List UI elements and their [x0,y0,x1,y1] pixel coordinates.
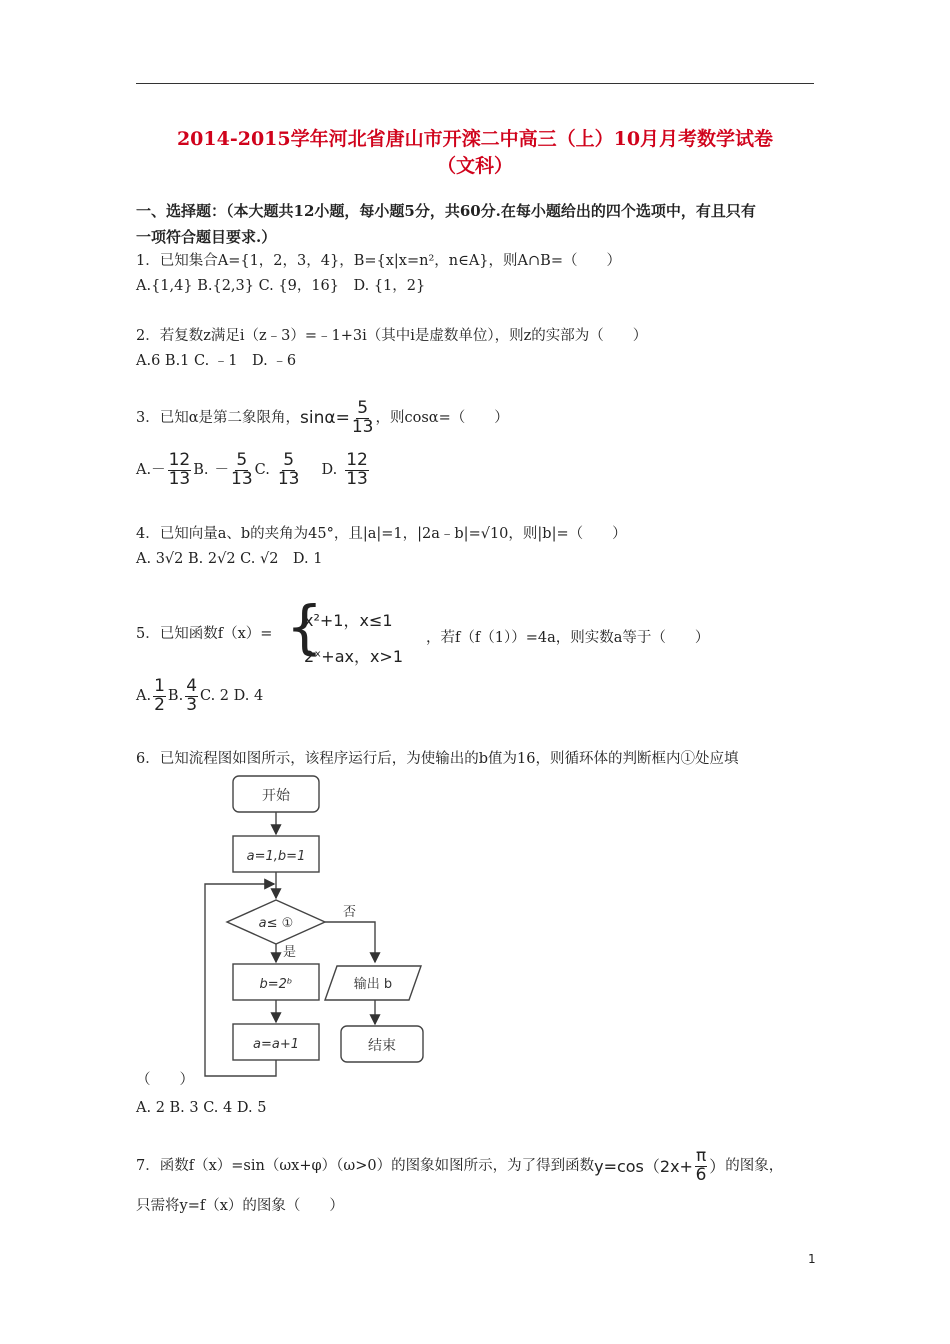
q3-opt-b: B. [193,461,209,478]
page-title-line2: （文科） [436,155,513,177]
section-heading-line2: 一项符合题目要求.） [136,228,277,246]
q7-pi-num: π [695,1146,707,1166]
q3-d-den: 13 [346,468,368,489]
q5-options [136,678,263,715]
q6-flowchart [195,770,445,1080]
q3-b-sign: － [214,461,229,478]
q7-line2: 只需将y=f（x）的图象（ ） [136,1198,344,1214]
q5-stem-suffix: ，若f（f（1））=4a，则实数a等于（ ） [426,630,710,646]
q5-case2: 2ˣ+ax，x>1 [304,647,404,666]
flow-output-text: 输出 b [353,977,393,992]
q3-a-num: 12 [168,450,191,470]
flow-end-text: 结束 [368,1038,396,1054]
q3-c-fraction [278,452,300,489]
q6-stem: 6．已知流程图如图所示，该程序运行后，为使输出的b值为16，则循环体的判断框内①处应填 [136,751,739,767]
q3-a-fraction [168,452,192,489]
flow-assign-text: b=2ᵇ [259,977,293,992]
q7-pi-den: 6 [695,1164,707,1185]
q7-stem-prefix: 7．函数f（x）=sin（ωx+φ）（ω>0）的图象如图所示，为了得到函数 [136,1157,595,1174]
q2-options: A.6 B.1 C. ﹣1 D. ﹣6 [136,353,297,369]
q5-case1: x²+1，x≤1 [304,611,393,630]
q3-sin-fraction [352,400,374,437]
q6-paren: （ ） [136,1072,194,1088]
q1-stem: 1．已知集合A={1，2，3，4}，B={x|x=n²，n∈A}，则A∩B=（ ） [136,253,621,269]
q4-stem: 4．已知向量a、b的夹角为45°，且|a|=1，|2a﹣b|=√10，则|b|=（ ） [136,526,627,542]
q3-options [136,452,371,489]
q3-stem-prefix: 3．已知α是第二象限角， [136,409,301,426]
q3-opt-c: C. [254,461,270,478]
q5-a-den: 2 [154,694,165,715]
q5-opt-b: B. [167,687,184,704]
q5-b-fraction [185,678,198,715]
q3-stem [136,400,509,437]
q5-b-den: 3 [186,694,198,715]
q3-d-fraction [345,452,369,489]
q3-c-den: 13 [277,468,300,489]
page-title-line1: 2014-2015学年河北省唐山市开滦二中高三（上）10月月考数学试卷 [176,128,774,150]
q1-options: A.{1,4} B.{2,3} C. {9，16} D. {1，2} [136,278,426,294]
q3-opt-d: D. [321,461,338,478]
flow-cond-text: a≤ ① [258,916,294,931]
flow-init-text: a=1,b=1 [246,849,306,864]
q7-func-close: ） [709,1156,726,1176]
q3-sin-num: 5 [357,398,369,418]
q4-options: A. 3√2 B. 2√2 C. √2 D. 1 [136,551,323,567]
q3-b-den: 13 [231,468,253,489]
flow-no-label: 否 [343,905,357,920]
flow-incr-text: a=a+1 [253,1037,299,1052]
q3-a-sign: － [151,461,166,478]
q5-brace: { [286,593,323,661]
q5-stem-prefix: 5．已知函数f（x）= [136,626,273,642]
q3-a-den: 13 [168,468,191,489]
q3-b-fraction [231,452,253,489]
top-rule [136,83,814,84]
q6-options: A. 2 B. 3 C. 4 D. 5 [136,1100,267,1116]
q3-sin-label: sinα= [300,408,350,429]
q3-opt-a: A. [136,461,152,478]
q2-stem: 2．若复数z满足i（z﹣3）=﹣1+3i（其中i是虚数单位），则z的实部为（ ） [136,328,648,344]
q5-a-num: 1 [154,676,165,696]
q7-stem [136,1148,783,1185]
q3-sin-den: 13 [351,416,374,437]
q3-c-num: 5 [283,450,295,470]
q7-stem-suffix: 的图象， [725,1157,784,1174]
flow-yes-label: 是 [283,945,297,960]
section-heading-line1: 一、选择题：（本大题共12小题，每小题5分，共60分.在每小题给出的四个选项中，有且只有 [136,202,756,220]
page-number: 1 [808,1252,816,1266]
q7-pi-fraction [695,1148,707,1185]
q5-b-num: 4 [186,676,198,696]
q3-stem-mid: ，则cosα=（ ） [375,409,509,426]
q3-b-num: 5 [236,450,248,470]
q5-a-fraction [153,678,166,715]
q5-rest: C. 2 D. 4 [200,687,264,704]
flow-start-text: 开始 [262,788,290,804]
q5-opt-a: A. [136,687,152,704]
q7-func: y=cos（2x+ [594,1156,693,1176]
q3-d-num: 12 [346,450,368,470]
